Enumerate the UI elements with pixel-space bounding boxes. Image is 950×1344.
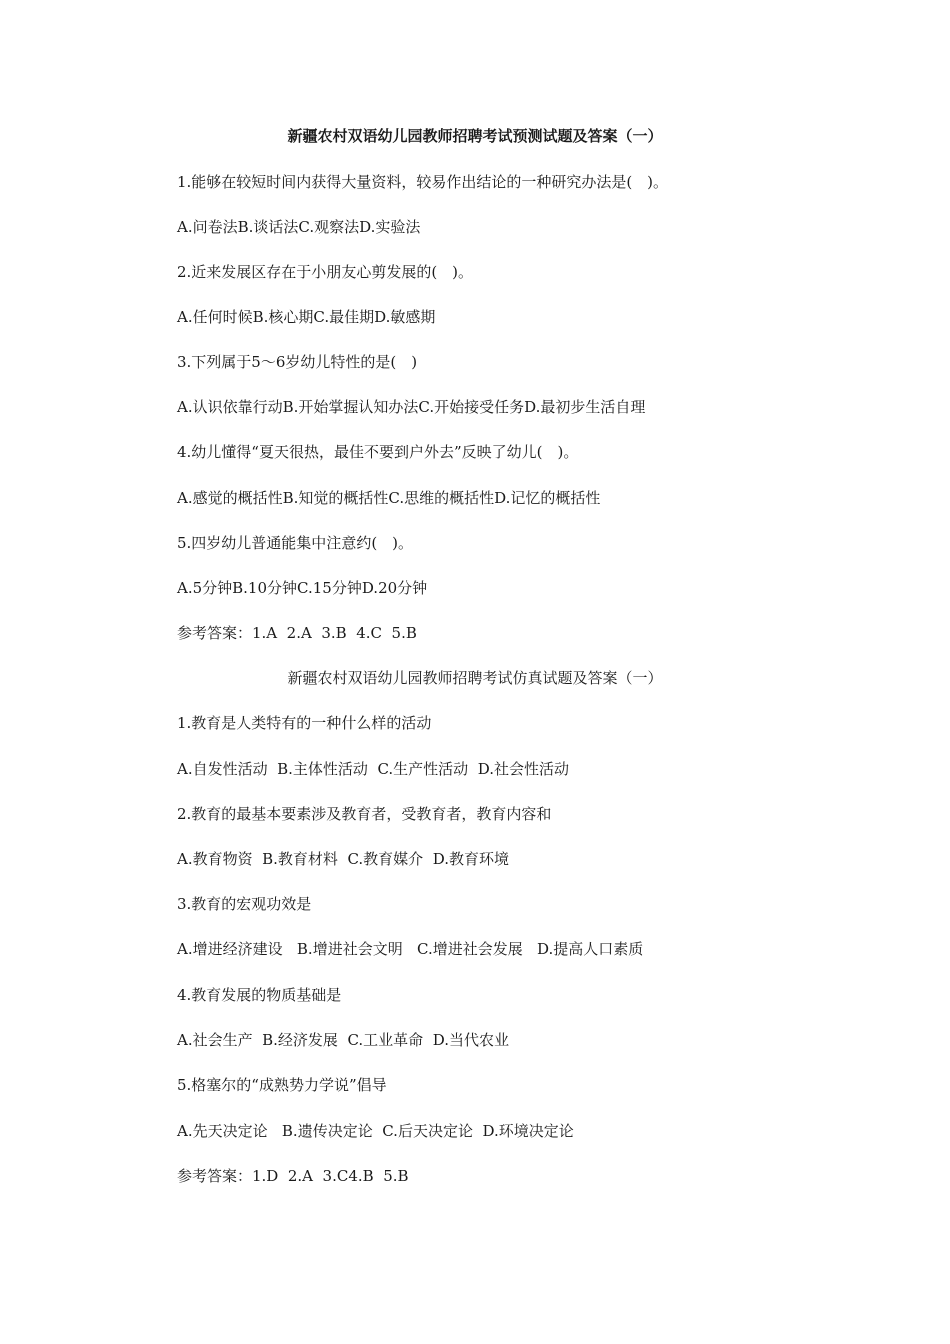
question-4: 4.教育发展的物质基础是 (177, 986, 342, 1004)
question-1: 1.教育是人类特有的一种什么样的活动 (177, 714, 432, 732)
options-4: A.感觉的概括性B.知觉的概括性C.思维的概括性D.记忆的概括性 (177, 489, 601, 507)
question-1: 1.能够在较短时间内获得大量资料，较易作出结论的一种研究办法是( )。 (177, 173, 669, 191)
options-2: A.教育物资 B.教育材料 C.教育媒介 D.教育环境 (177, 850, 509, 868)
options-3: A.认识依靠行动B.开始掌握认知办法C.开始接受任务D.最初步生活自理 (177, 398, 646, 416)
question-3: 3.教育的宏观功效是 (177, 895, 312, 913)
options-4: A.社会生产 B.经济发展 C.工业革命 D.当代农业 (177, 1031, 509, 1049)
answer-key: 参考答案：1.A 2.A 3.B 4.C 5.B (177, 624, 417, 642)
question-5: 5.四岁幼儿普通能集中注意约( )。 (177, 534, 414, 552)
answer-key: 参考答案：1.D 2.A 3.C4.B 5.B (177, 1167, 409, 1185)
options-5: A.5分钟B.10分钟C.15分钟D.20分钟 (177, 579, 428, 597)
options-3: A.增进经济建设 B.增进社会文明 C.增进社会发展 D.提高人口素质 (177, 940, 644, 958)
section-title: 新疆农村双语幼儿园教师招聘考试仿真试题及答案（一） (287, 669, 663, 687)
question-4: 4.幼儿懂得“夏天很热，最佳不要到户外去”反映了幼儿( )。 (177, 443, 579, 461)
question-3: 3.下列属于5～6岁幼儿特性的是( ) (177, 353, 418, 371)
options-1: A.问卷法B.谈话法C.观察法D.实验法 (177, 218, 421, 236)
options-5: A.先天决定论 B.遗传决定论 C.后天决定论 D.环境决定论 (177, 1122, 574, 1140)
options-2: A.任何时候B.核心期C.最佳期D.敏感期 (177, 308, 436, 326)
question-2: 2.近来发展区存在于小朋友心剪发展的( )。 (177, 263, 474, 281)
question-2: 2.教育的最基本要素涉及教育者，受教育者，教育内容和 (177, 805, 552, 823)
question-5: 5.格塞尔的“成熟势力学说”倡导 (177, 1076, 387, 1094)
section-title: 新疆农村双语幼儿园教师招聘考试预测试题及答案（一） (287, 127, 663, 145)
options-1: A.自发性活动 B.主体性活动 C.生产性活动 D.社会性活动 (177, 760, 569, 778)
